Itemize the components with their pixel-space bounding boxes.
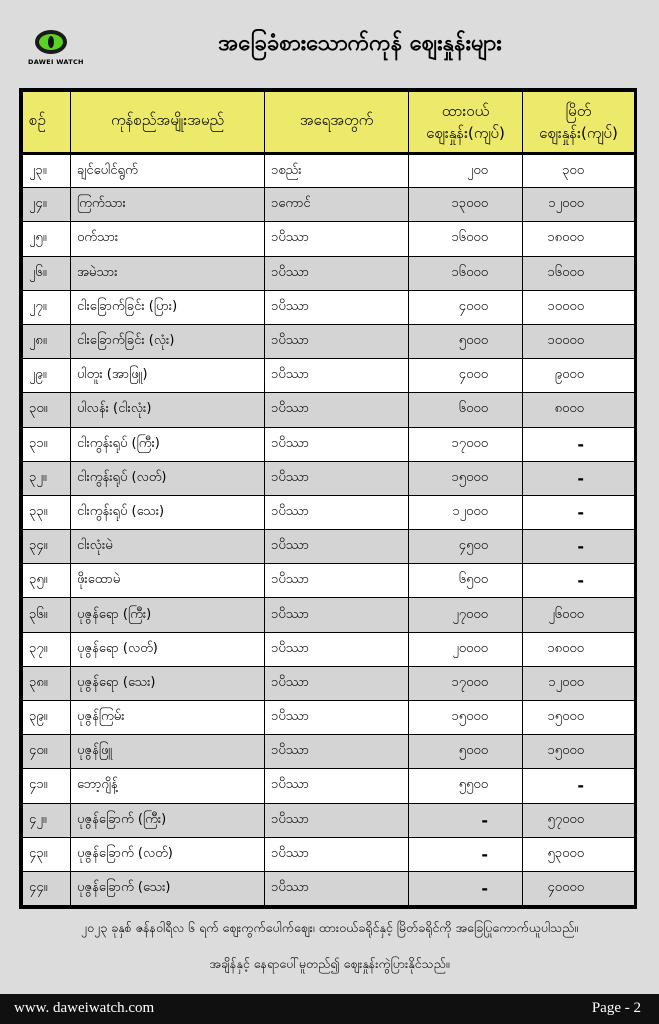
cell-dawei-price: - (409, 837, 523, 871)
cell-serial: ၃၁။ (23, 427, 71, 461)
cell-quantity: ၁ပိဿာ (265, 769, 409, 803)
price-table (19, 88, 637, 909)
cell-quantity: ၁ပိဿာ (265, 461, 409, 495)
cell-quantity: ၁ပိဿာ (265, 564, 409, 598)
header-dawei-price: ထားဝယ် ဈေးနှုန်း(ကျပ်) (409, 92, 523, 154)
cell-myeik-price: ၄၀၀၀၀ (523, 871, 635, 905)
cell-dawei-price: - (409, 803, 523, 837)
cell-item-name: ချင်ပေါင်ရွက် (71, 154, 265, 188)
cell-myeik-price: ၁၂၀၀၀ (523, 666, 635, 700)
table-row (23, 290, 635, 324)
cell-item-name: ကြက်သား (71, 188, 265, 222)
cell-serial: ၃၅။ (23, 564, 71, 598)
cell-item-name: ပုဇွန်ရော (သေး) (71, 666, 265, 700)
page-number: Page - 2 (591, 1000, 641, 1016)
cell-item-name: ဘော့ဂျိန့် (71, 769, 265, 803)
cell-item-name: ပုဇွန်ရော (ကြီး) (71, 598, 265, 632)
cell-quantity: ၁ပိဿာ (265, 290, 409, 324)
cell-serial: ၃၇။ (23, 632, 71, 666)
cell-serial: ၃၆။ (23, 598, 71, 632)
cell-item-name: အမဲသား (71, 256, 265, 290)
cell-dawei-price: ၁၇၀၀၀ (409, 427, 523, 461)
cell-item-name: ပါတူး (အာဖြူ) (71, 359, 265, 393)
website-url: www. daweiwatch.com (14, 1000, 155, 1016)
cell-serial: ၄၂။ (23, 803, 71, 837)
cell-dawei-price: ၄၀၀၀ (409, 290, 523, 324)
cell-myeik-price: ၁၅၀၀၀ (523, 735, 635, 769)
header-myeik-price: မြိတ် ဈေးနှုန်း(ကျပ်) (523, 92, 635, 154)
table-row (23, 735, 635, 769)
cell-myeik-price: ၁၀၀၀၀ (523, 290, 635, 324)
cell-myeik-price: ၁၈၀၀၀ (523, 632, 635, 666)
cell-quantity: ၁ပိဿာ (265, 871, 409, 905)
cell-item-name: ပါလန်း (ငါးလုံး) (71, 393, 265, 427)
header-serial: စဉ် (23, 92, 71, 154)
cell-serial: ၄၀။ (23, 735, 71, 769)
cell-myeik-price: ၈၀၀၀ (523, 393, 635, 427)
cell-dawei-price: ၁၇၀၀၀ (409, 666, 523, 700)
cell-dawei-price: ၁၆၀၀၀ (409, 222, 523, 256)
cell-quantity: ၁ပိဿာ (265, 666, 409, 700)
table-row (23, 803, 635, 837)
cell-serial: ၃၂။ (23, 461, 71, 495)
cell-myeik-price: ၉၀၀၀ (523, 359, 635, 393)
cell-item-name: ငါးကွန်းရုပ် (လတ်) (71, 461, 265, 495)
cell-dawei-price: ၂၀၀ (409, 154, 523, 188)
cell-dawei-price: ၆၀၀၀ (409, 393, 523, 427)
cell-dawei-price: - (409, 871, 523, 905)
cell-dawei-price: ၅၀၀၀ (409, 324, 523, 358)
cell-myeik-price: ၁၈၀၀၀ (523, 222, 635, 256)
cell-myeik-price: ၁၅၀၀၀ (523, 701, 635, 735)
cell-myeik-price: - (523, 564, 635, 598)
cell-myeik-price: - (523, 769, 635, 803)
table-row (23, 837, 635, 871)
cell-item-name: ပုဇွန်ဖြူ (71, 735, 265, 769)
footnote-disclaimer: အချိန်နှင့် နေရာပေါ်မူတည်၍ ဈေးနှုန်းကွဲပြားနိုင်သည်။ (209, 956, 450, 971)
table-row (23, 324, 635, 358)
cell-item-name: ပုဇွန်ကြမ်း (71, 701, 265, 735)
table-row (23, 359, 635, 393)
cell-myeik-price: - (523, 530, 635, 564)
cell-quantity: ၁ပိဿာ (265, 701, 409, 735)
cell-myeik-price: - (523, 427, 635, 461)
cell-myeik-price: ၅၃၀၀၀ (523, 837, 635, 871)
table-row (23, 871, 635, 905)
cell-quantity: ၁ပိဿာ (265, 837, 409, 871)
table-row (23, 632, 635, 666)
table-row (23, 564, 635, 598)
cell-myeik-price: - (523, 495, 635, 529)
cell-serial: ၂၄။ (23, 188, 71, 222)
cell-quantity: ၁ပိဿာ (265, 735, 409, 769)
table-row (23, 666, 635, 700)
table-row (23, 222, 635, 256)
cell-dawei-price: ၆၅၀၀ (409, 564, 523, 598)
cell-dawei-price: ၂၀၀၀၀ (409, 632, 523, 666)
cell-dawei-price: ၁၆၀၀၀ (409, 256, 523, 290)
table-row (23, 154, 635, 188)
cell-myeik-price: ၁၆၀၀၀ (523, 256, 635, 290)
page-title: အခြေခံစားသောက်ကုန် ဈေးနှုန်းများ (218, 31, 502, 56)
cell-item-name: ငါးလုံးမဲ (71, 530, 265, 564)
cell-dawei-price: ၅၅၀၀ (409, 769, 523, 803)
cat-eye-icon (35, 30, 67, 54)
cell-serial: ၂၃။ (23, 154, 71, 188)
cell-quantity: ၁ပိဿာ (265, 393, 409, 427)
table-header-row (23, 92, 635, 154)
table-row (23, 188, 635, 222)
cell-quantity: ၁ပိဿာ (265, 598, 409, 632)
table-row (23, 256, 635, 290)
cell-serial: ၂၈။ (23, 324, 71, 358)
cell-item-name: ငါးကွန်းရုပ် (သေး) (71, 495, 265, 529)
cell-myeik-price: - (523, 461, 635, 495)
cell-serial: ၂၆။ (23, 256, 71, 290)
table-row (23, 530, 635, 564)
page-footer (0, 994, 659, 1024)
footnote-source: ၂၀၂၃ ခုနှစ် ဇန်နဝါရီလ ၆ ရက် ဈေးကွက်ပေါက်ဈေး၊ ထားဝယ်ခရိုင်နှင့် မြိတ်ခရိုင်ကို အခြေပြုကောက်ယူပါသည်။ (80, 920, 579, 935)
cell-item-name: ငါးခြောက်ခြင်း (ပြား) (71, 290, 265, 324)
cell-item-name: ပုဇွန်ရော (လတ်) (71, 632, 265, 666)
cell-serial: ၄၁။ (23, 769, 71, 803)
cell-serial: ၂၇။ (23, 290, 71, 324)
cell-quantity: ၁ပိဿာ (265, 324, 409, 358)
cell-myeik-price: ၁၂၀၀၀ (523, 188, 635, 222)
cell-serial: ၃၄။ (23, 530, 71, 564)
cell-myeik-price: ၅၇၀၀၀ (523, 803, 635, 837)
cell-dawei-price: ၂၇၀၀၀ (409, 598, 523, 632)
cell-quantity: ၁ကောင် (265, 188, 409, 222)
cell-item-name: ငါးခြောက်ခြင်း (လုံး) (71, 324, 265, 358)
cell-quantity: ၁ပိဿာ (265, 803, 409, 837)
cell-dawei-price: ၁၃၀၀၀ (409, 188, 523, 222)
cell-myeik-price: ၂၆၀၀၀ (523, 598, 635, 632)
cell-item-name: ဖိုးထောမဲ (71, 564, 265, 598)
header-quantity: အရေအတွက် (265, 92, 409, 154)
cell-dawei-price: ၁၂၀၀၀ (409, 495, 523, 529)
cell-dawei-price: ၄၀၀၀ (409, 359, 523, 393)
logo-text: DAWEI WATCH (28, 58, 84, 66)
cell-dawei-price: ၁၅၀၀၀ (409, 461, 523, 495)
cell-quantity: ၁ပိဿာ (265, 222, 409, 256)
table-row (23, 427, 635, 461)
table-row (23, 495, 635, 529)
table-row (23, 701, 635, 735)
cell-item-name: ငါးကွန်းရုပ် (ကြီး) (71, 427, 265, 461)
cell-serial: ၂၅။ (23, 222, 71, 256)
cell-quantity: ၁ပိဿာ (265, 530, 409, 564)
cell-quantity: ၁ပိဿာ (265, 495, 409, 529)
table-row (23, 769, 635, 803)
header-item-name: ကုန်စည်အမျိုးအမည် (71, 92, 265, 154)
cell-serial: ၄၄။ (23, 871, 71, 905)
cell-serial: ၃၀။ (23, 393, 71, 427)
table-row (23, 393, 635, 427)
table-row (23, 598, 635, 632)
cell-dawei-price: ၁၅၀၀၀ (409, 701, 523, 735)
cell-serial: ၄၃။ (23, 837, 71, 871)
page-header (0, 0, 659, 84)
cell-item-name: ပုဇွန်ခြောက် (သေး) (71, 871, 265, 905)
cell-item-name: ပုဇွန်ခြောက် (လတ်) (71, 837, 265, 871)
dawei-watch-logo (28, 30, 88, 70)
cell-serial: ၃၈။ (23, 666, 71, 700)
cell-serial: ၂၉။ (23, 359, 71, 393)
table-row (23, 461, 635, 495)
cell-serial: ၃၉။ (23, 701, 71, 735)
cell-quantity: ၁ပိဿာ (265, 427, 409, 461)
cell-quantity: ၁စည်း (265, 154, 409, 188)
cell-item-name: ဝက်သား (71, 222, 265, 256)
cell-quantity: ၁ပိဿာ (265, 359, 409, 393)
table-body (23, 154, 635, 906)
cell-dawei-price: ၄၅၀၀ (409, 530, 523, 564)
cell-serial: ၃၃။ (23, 495, 71, 529)
cell-item-name: ပုဇွန်ခြောက် (ကြီး) (71, 803, 265, 837)
cell-myeik-price: ၃၀၀ (523, 154, 635, 188)
cell-quantity: ၁ပိဿာ (265, 256, 409, 290)
cell-myeik-price: ၁၀၀၀၀ (523, 324, 635, 358)
cell-quantity: ၁ပိဿာ (265, 632, 409, 666)
cell-dawei-price: ၅၀၀၀ (409, 735, 523, 769)
